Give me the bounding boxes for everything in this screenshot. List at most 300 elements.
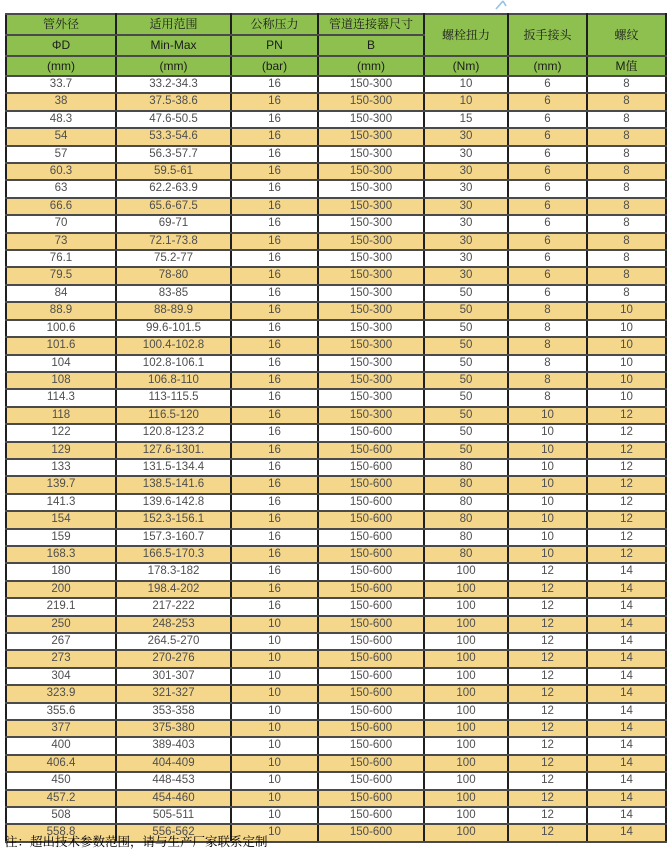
table-cell: 150-300 xyxy=(318,285,424,302)
table-cell: 16 xyxy=(231,337,318,354)
table-cell: 16 xyxy=(231,355,318,372)
table-cell: 47.6-50.5 xyxy=(116,111,231,128)
table-cell: 448-453 xyxy=(116,772,231,789)
table-row xyxy=(6,93,666,110)
table-cell: 150-300 xyxy=(318,355,424,372)
table-cell: 6 xyxy=(508,146,587,163)
table-cell: 12 xyxy=(587,511,666,528)
table-cell: 150-300 xyxy=(318,198,424,215)
table-cell: 100 xyxy=(424,824,508,841)
table-cell: 16 xyxy=(231,267,318,284)
table-cell: 150-600 xyxy=(318,755,424,772)
table-cell: 168.3 xyxy=(6,546,116,563)
table-cell: 75.2-77 xyxy=(116,250,231,267)
table-row xyxy=(6,598,666,615)
spec-table-body xyxy=(6,76,666,842)
table-cell: 62.2-63.9 xyxy=(116,180,231,197)
table-cell: 159 xyxy=(6,529,116,546)
table-row xyxy=(6,198,666,215)
table-cell: 100.4-102.8 xyxy=(116,337,231,354)
table-cell: 10 xyxy=(508,546,587,563)
table-cell: 12 xyxy=(508,755,587,772)
table-cell: 150-300 xyxy=(318,215,424,232)
table-cell: 79.5 xyxy=(6,267,116,284)
table-cell: 150-300 xyxy=(318,233,424,250)
table-cell: 301-307 xyxy=(116,668,231,685)
table-cell: 150-300 xyxy=(318,93,424,110)
table-cell: 12 xyxy=(508,668,587,685)
table-cell: 100 xyxy=(424,772,508,789)
table-cell: 14 xyxy=(587,807,666,824)
table-row xyxy=(6,529,666,546)
table-row xyxy=(6,668,666,685)
table-cell: 508 xyxy=(6,807,116,824)
table-cell: 12 xyxy=(508,720,587,737)
table-cell: 72.1-73.8 xyxy=(116,233,231,250)
table-cell: 100 xyxy=(424,755,508,772)
table-cell: 10 xyxy=(424,76,508,93)
table-cell: 6 xyxy=(508,128,587,145)
table-cell: 16 xyxy=(231,581,318,598)
table-row xyxy=(6,703,666,720)
table-cell: 30 xyxy=(424,180,508,197)
header-nominal-pressure: 公称压力 xyxy=(231,14,318,35)
table-cell: 264.5-270 xyxy=(116,633,231,650)
table-cell: 150-600 xyxy=(318,737,424,754)
table-cell: 457.2 xyxy=(6,790,116,807)
table-cell: 16 xyxy=(231,250,318,267)
table-cell: 14 xyxy=(587,772,666,789)
table-row xyxy=(6,459,666,476)
table-cell: 33.7 xyxy=(6,76,116,93)
table-cell: 84 xyxy=(6,285,116,302)
table-cell: 8 xyxy=(587,111,666,128)
table-cell: 116.5-120 xyxy=(116,407,231,424)
table-cell: 16 xyxy=(231,233,318,250)
table-cell: 150-600 xyxy=(318,494,424,511)
unit-pipe-od: (mm) xyxy=(6,56,116,76)
table-cell: 12 xyxy=(587,529,666,546)
table-cell: 129 xyxy=(6,442,116,459)
table-cell: 88.9 xyxy=(6,302,116,319)
table-cell: 8 xyxy=(587,215,666,232)
table-cell: 16 xyxy=(231,563,318,580)
table-row xyxy=(6,215,666,232)
table-cell: 12 xyxy=(587,546,666,563)
table-cell: 8 xyxy=(508,372,587,389)
table-row xyxy=(6,737,666,754)
table-cell: 100 xyxy=(424,720,508,737)
table-cell: 8 xyxy=(587,233,666,250)
table-cell: 10 xyxy=(231,685,318,702)
table-cell: 10 xyxy=(587,389,666,406)
table-cell: 10 xyxy=(231,772,318,789)
table-cell: 6 xyxy=(508,267,587,284)
table-row xyxy=(6,494,666,511)
unit-wrench: (mm) xyxy=(508,56,587,76)
table-cell: 400 xyxy=(6,737,116,754)
table-cell: 12 xyxy=(508,772,587,789)
table-row xyxy=(6,285,666,302)
header-b: B xyxy=(318,35,424,56)
table-cell: 150-600 xyxy=(318,476,424,493)
table-cell: 150-600 xyxy=(318,529,424,546)
table-row xyxy=(6,563,666,580)
table-cell: 10 xyxy=(508,424,587,441)
header-connector-size: 管道连接器尺寸 xyxy=(318,14,424,35)
table-cell: 12 xyxy=(508,581,587,598)
table-row xyxy=(6,180,666,197)
table-row xyxy=(6,267,666,284)
table-cell: 8 xyxy=(587,93,666,110)
table-cell: 180 xyxy=(6,563,116,580)
table-cell: 12 xyxy=(587,407,666,424)
table-cell: 150-600 xyxy=(318,807,424,824)
table-cell: 273 xyxy=(6,650,116,667)
table-cell: 10 xyxy=(231,616,318,633)
table-cell: 16 xyxy=(231,285,318,302)
table-cell: 14 xyxy=(587,685,666,702)
table-cell: 152.3-156.1 xyxy=(116,511,231,528)
table-cell: 12 xyxy=(587,494,666,511)
table-cell: 150-600 xyxy=(318,459,424,476)
table-cell: 10 xyxy=(424,93,508,110)
table-cell: 14 xyxy=(587,616,666,633)
table-row xyxy=(6,755,666,772)
table-cell: 16 xyxy=(231,424,318,441)
table-row xyxy=(6,128,666,145)
table-cell: 50 xyxy=(424,372,508,389)
table-cell: 14 xyxy=(587,737,666,754)
table-cell: 10 xyxy=(508,459,587,476)
header-pipe-od: 管外径 xyxy=(6,14,116,35)
table-cell: 16 xyxy=(231,111,318,128)
table-cell: 101.6 xyxy=(6,337,116,354)
table-cell: 16 xyxy=(231,93,318,110)
table-cell: 10 xyxy=(508,529,587,546)
table-cell: 83-85 xyxy=(116,285,231,302)
table-cell: 150-600 xyxy=(318,424,424,441)
table-cell: 8 xyxy=(508,302,587,319)
table-cell: 12 xyxy=(587,476,666,493)
table-cell: 16 xyxy=(231,529,318,546)
table-cell: 150-600 xyxy=(318,650,424,667)
table-cell: 150-300 xyxy=(318,146,424,163)
table-cell: 150-600 xyxy=(318,824,424,841)
table-cell: 14 xyxy=(587,790,666,807)
table-cell: 8 xyxy=(587,250,666,267)
table-cell: 138.5-141.6 xyxy=(116,476,231,493)
header-wrench-joint: 扳手接头 xyxy=(508,14,587,56)
table-cell: 12 xyxy=(587,442,666,459)
table-cell: 150-600 xyxy=(318,668,424,685)
table-row xyxy=(6,76,666,93)
table-cell: 6 xyxy=(508,180,587,197)
table-cell: 114.3 xyxy=(6,389,116,406)
unit-b: (mm) xyxy=(318,56,424,76)
table-cell: 16 xyxy=(231,146,318,163)
table-cell: 60.3 xyxy=(6,163,116,180)
table-cell: 154 xyxy=(6,511,116,528)
table-cell: 70 xyxy=(6,215,116,232)
table-cell: 323.9 xyxy=(6,685,116,702)
table-cell: 150-300 xyxy=(318,320,424,337)
table-cell: 6 xyxy=(508,250,587,267)
table-cell: 100 xyxy=(424,807,508,824)
table-cell: 150-600 xyxy=(318,703,424,720)
table-cell: 73 xyxy=(6,233,116,250)
table-cell: 113-115.5 xyxy=(116,389,231,406)
table-row xyxy=(6,633,666,650)
table-cell: 12 xyxy=(587,459,666,476)
table-cell: 99.6-101.5 xyxy=(116,320,231,337)
table-cell: 321-327 xyxy=(116,685,231,702)
table-cell: 12 xyxy=(508,807,587,824)
table-row xyxy=(6,442,666,459)
table-cell: 100 xyxy=(424,650,508,667)
table-cell: 50 xyxy=(424,424,508,441)
table-cell: 50 xyxy=(424,320,508,337)
table-cell: 16 xyxy=(231,372,318,389)
table-cell: 10 xyxy=(231,720,318,737)
table-row xyxy=(6,581,666,598)
header-thread: 螺纹 xyxy=(587,14,666,56)
table-cell: 16 xyxy=(231,476,318,493)
table-cell: 10 xyxy=(231,703,318,720)
header-pipe-od-symbol: ΦD xyxy=(6,35,116,56)
table-cell: 10 xyxy=(231,790,318,807)
table-cell: 150-300 xyxy=(318,111,424,128)
table-cell: 10 xyxy=(231,668,318,685)
table-cell: 12 xyxy=(508,790,587,807)
table-cell: 150-300 xyxy=(318,250,424,267)
table-cell: 57 xyxy=(6,146,116,163)
table-cell: 10 xyxy=(587,355,666,372)
table-cell: 54 xyxy=(6,128,116,145)
table-cell: 150-300 xyxy=(318,407,424,424)
unit-pn: (bar) xyxy=(231,56,318,76)
table-cell: 100 xyxy=(424,790,508,807)
header-pn: PN xyxy=(231,35,318,56)
table-cell: 100 xyxy=(424,616,508,633)
table-cell: 12 xyxy=(508,824,587,841)
table-cell: 108 xyxy=(6,372,116,389)
table-cell: 131.5-134.4 xyxy=(116,459,231,476)
table-row xyxy=(6,424,666,441)
table-cell: 10 xyxy=(231,633,318,650)
table-cell: 178.3-182 xyxy=(116,563,231,580)
table-cell: 106.8-110 xyxy=(116,372,231,389)
table-cell: 8 xyxy=(587,267,666,284)
table-cell: 139.6-142.8 xyxy=(116,494,231,511)
table-cell: 80 xyxy=(424,546,508,563)
table-cell: 10 xyxy=(231,807,318,824)
table-cell: 30 xyxy=(424,267,508,284)
table-cell: 120.8-123.2 xyxy=(116,424,231,441)
table-cell: 33.2-34.3 xyxy=(116,76,231,93)
table-cell: 250 xyxy=(6,616,116,633)
table-cell: 16 xyxy=(231,407,318,424)
table-cell: 198.4-202 xyxy=(116,581,231,598)
table-cell: 10 xyxy=(231,755,318,772)
table-cell: 8 xyxy=(587,128,666,145)
unit-torque: (Nm) xyxy=(424,56,508,76)
table-cell: 56.3-57.7 xyxy=(116,146,231,163)
table-cell: 50 xyxy=(424,302,508,319)
table-cell: 150-600 xyxy=(318,685,424,702)
table-cell: 10 xyxy=(508,494,587,511)
table-cell: 450 xyxy=(6,772,116,789)
table-cell: 16 xyxy=(231,198,318,215)
table-cell: 200 xyxy=(6,581,116,598)
table-cell: 150-600 xyxy=(318,772,424,789)
table-cell: 150-300 xyxy=(318,180,424,197)
table-row xyxy=(6,476,666,493)
table-cell: 12 xyxy=(508,685,587,702)
table-cell: 12 xyxy=(508,598,587,615)
table-cell: 50 xyxy=(424,442,508,459)
table-row xyxy=(6,772,666,789)
table-cell: 15 xyxy=(424,111,508,128)
table-cell: 102.8-106.1 xyxy=(116,355,231,372)
header-range-minmax: Min-Max xyxy=(116,35,231,56)
table-cell: 150-600 xyxy=(318,720,424,737)
header-applicable-range: 适用范围 xyxy=(116,14,231,35)
table-cell: 100.6 xyxy=(6,320,116,337)
table-cell: 16 xyxy=(231,459,318,476)
table-row xyxy=(6,355,666,372)
table-cell: 150-300 xyxy=(318,163,424,180)
table-cell: 50 xyxy=(424,389,508,406)
table-cell: 375-380 xyxy=(116,720,231,737)
table-cell: 12 xyxy=(508,737,587,754)
table-cell: 150-600 xyxy=(318,563,424,580)
table-cell: 6 xyxy=(508,198,587,215)
table-cell: 10 xyxy=(231,737,318,754)
table-cell: 556-562 xyxy=(116,824,231,841)
table-cell: 454-460 xyxy=(116,790,231,807)
table-row xyxy=(6,650,666,667)
table-cell: 16 xyxy=(231,215,318,232)
table-cell: 16 xyxy=(231,511,318,528)
table-cell: 12 xyxy=(508,650,587,667)
table-cell: 558.8 xyxy=(6,824,116,841)
table-cell: 14 xyxy=(587,581,666,598)
table-cell: 150-300 xyxy=(318,76,424,93)
table-row xyxy=(6,372,666,389)
table-cell: 66.6 xyxy=(6,198,116,215)
table-cell: 30 xyxy=(424,198,508,215)
table-cell: 404-409 xyxy=(116,755,231,772)
table-cell: 150-300 xyxy=(318,302,424,319)
table-row xyxy=(6,111,666,128)
table-cell: 12 xyxy=(508,633,587,650)
table-cell: 14 xyxy=(587,703,666,720)
table-cell: 16 xyxy=(231,546,318,563)
table-cell: 150-300 xyxy=(318,267,424,284)
table-cell: 16 xyxy=(231,76,318,93)
table-cell: 10 xyxy=(508,511,587,528)
table-cell: 6 xyxy=(508,215,587,232)
table-cell: 100 xyxy=(424,633,508,650)
table-row xyxy=(6,807,666,824)
table-cell: 8 xyxy=(587,163,666,180)
table-cell: 150-600 xyxy=(318,581,424,598)
table-cell: 355.6 xyxy=(6,703,116,720)
table-cell: 53.3-54.6 xyxy=(116,128,231,145)
table-row xyxy=(6,337,666,354)
table-cell: 150-600 xyxy=(318,633,424,650)
table-cell: 80 xyxy=(424,459,508,476)
table-cell: 14 xyxy=(587,720,666,737)
table-cell: 16 xyxy=(231,302,318,319)
table-cell: 104 xyxy=(6,355,116,372)
table-cell: 8 xyxy=(587,180,666,197)
table-cell: 6 xyxy=(508,111,587,128)
table-cell: 50 xyxy=(424,407,508,424)
table-cell: 100 xyxy=(424,668,508,685)
table-cell: 30 xyxy=(424,146,508,163)
table-cell: 16 xyxy=(231,320,318,337)
table-cell: 10 xyxy=(231,650,318,667)
table-row xyxy=(6,250,666,267)
table-cell: 267 xyxy=(6,633,116,650)
table-cell: 12 xyxy=(508,563,587,580)
table-cell: 59.5-61 xyxy=(116,163,231,180)
table-cell: 150-300 xyxy=(318,389,424,406)
table-cell: 80 xyxy=(424,494,508,511)
table-row xyxy=(6,302,666,319)
table-cell: 80 xyxy=(424,529,508,546)
table-cell: 76.1 xyxy=(6,250,116,267)
table-row xyxy=(6,407,666,424)
table-cell: 8 xyxy=(508,320,587,337)
table-cell: 30 xyxy=(424,163,508,180)
table-cell: 133 xyxy=(6,459,116,476)
table-cell: 38 xyxy=(6,93,116,110)
table-row xyxy=(6,546,666,563)
table-cell: 150-600 xyxy=(318,511,424,528)
table-cell: 100 xyxy=(424,598,508,615)
table-row xyxy=(6,163,666,180)
table-cell: 80 xyxy=(424,476,508,493)
table-cell: 353-358 xyxy=(116,703,231,720)
table-cell: 10 xyxy=(508,407,587,424)
table-cell: 14 xyxy=(587,598,666,615)
table-cell: 100 xyxy=(424,685,508,702)
table-row xyxy=(6,720,666,737)
table-cell: 127.6-1301. xyxy=(116,442,231,459)
table-cell: 16 xyxy=(231,180,318,197)
table-cell: 30 xyxy=(424,233,508,250)
table-cell: 10 xyxy=(508,476,587,493)
table-cell: 16 xyxy=(231,494,318,511)
table-cell: 166.5-170.3 xyxy=(116,546,231,563)
table-cell: 65.6-67.5 xyxy=(116,198,231,215)
table-cell: 8 xyxy=(587,198,666,215)
table-cell: 219.1 xyxy=(6,598,116,615)
table-cell: 78-80 xyxy=(116,267,231,284)
table-cell: 6 xyxy=(508,163,587,180)
table-cell: 14 xyxy=(587,650,666,667)
table-cell: 16 xyxy=(231,128,318,145)
table-row xyxy=(6,389,666,406)
table-cell: 304 xyxy=(6,668,116,685)
table-cell: 48.3 xyxy=(6,111,116,128)
table-cell: 150-600 xyxy=(318,546,424,563)
table-cell: 14 xyxy=(587,668,666,685)
table-cell: 100 xyxy=(424,703,508,720)
